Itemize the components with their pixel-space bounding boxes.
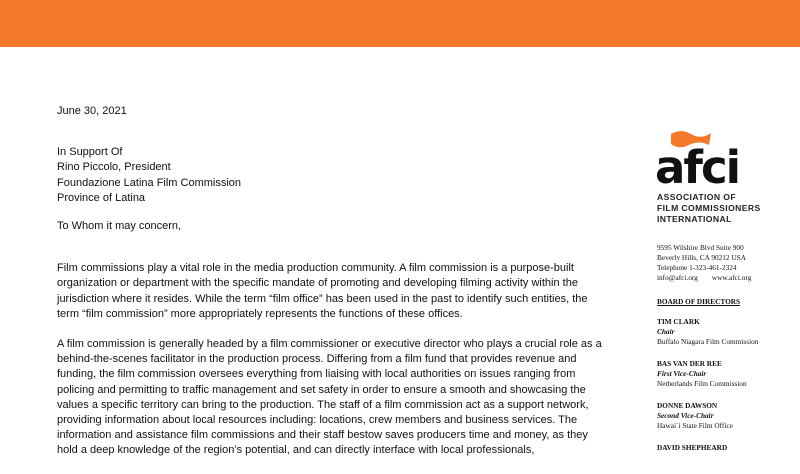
recipient-line: In Support Of	[57, 146, 123, 159]
letterhead-sidebar	[657, 243, 797, 465]
paragraph-1	[57, 261, 617, 322]
paragraph-line: providing information about local resources including: locations, crew members and business services. The	[57, 414, 578, 427]
paragraph-line: information and assistance film commissions and their staff bestow saves producers time and money, as they	[57, 429, 588, 442]
header-band	[0, 0, 800, 47]
salutation: To Whom it may concern,	[57, 220, 182, 233]
paragraph-2	[57, 337, 617, 459]
logo-name-line: ASSOCIATION OF	[657, 192, 736, 202]
recipient-line: Foundazione Latina Film Commission	[57, 176, 242, 189]
paragraph-line: funding, the film commission oversees everything from liaising with local authorities on issues ranging from	[57, 368, 576, 381]
board-member	[657, 401, 797, 431]
paragraph-line: organization or department with the specific mandate of promoting and developing filming activity within the	[57, 277, 578, 290]
paragraph-line: A film commission is generally headed by a film commissioner or executive director who plays a crucial role as a	[57, 338, 602, 351]
paragraph-line: jurisdiction where it resides. While the term “film office” has been used in the past to identify such entities, the	[57, 292, 588, 305]
member-name: DAVID SHEPHEARD	[657, 443, 728, 452]
address-line: 9595 Wilshire Blvd Suite 900	[657, 243, 744, 252]
board-member	[657, 317, 797, 347]
website-link[interactable]: www.afci.org	[711, 273, 752, 282]
address-line: Beverly Hills, CA 90212 USA	[657, 253, 746, 262]
recipient-line: Province of Latina	[57, 191, 146, 204]
recipient-block	[57, 145, 617, 206]
recipient-line: Rino Piccolo, President	[57, 161, 171, 174]
email-link[interactable]: info@afci.org	[657, 273, 698, 282]
board-member	[657, 443, 797, 453]
paragraph-line: Film commissions play a vital role in the media production community. A film commission is a purpose-built	[57, 262, 574, 275]
logo-name-line: INTERNATIONAL	[657, 214, 732, 224]
member-name: TIM CLARK	[657, 317, 700, 326]
member-role: Second Vice-Chair	[657, 411, 714, 420]
paragraph-line: behind-the-scenes facilitator in the production process. Differing from a film fund that provides revenue and	[57, 353, 577, 366]
logo-name-line: FILM COMMISSIONERS	[657, 203, 761, 213]
paragraph-line: values a specific territory can bring to the production. The staff of a film commission act as a support network,	[57, 398, 589, 411]
telephone: Telephone 1-323-461-2324	[657, 263, 737, 272]
paragraph-line: hold a deep knowledge of the region’s potential, and can directly interface with local professionals,	[57, 444, 535, 457]
member-role: First Vice-Chair	[657, 369, 707, 378]
contact-web-row	[657, 273, 797, 283]
member-org: Hawai`i State Film Office	[657, 421, 733, 430]
member-name: DONNE DAWSON	[657, 401, 718, 410]
letter-body	[57, 104, 617, 474]
logo-wordmark: afci	[655, 141, 740, 194]
logo-organization-name	[657, 192, 787, 225]
member-org: Netherlands Film Commission	[657, 379, 747, 388]
paragraph-line: policing and permitting to traffic management and set safety in order to ensure a smooth and showcasing the	[57, 383, 586, 396]
paragraph-line: term “film commission” more appropriately represents the functions of these offices.	[57, 307, 463, 320]
member-name: BAS VAN DER REE	[657, 359, 722, 368]
board-heading: BOARD OF DIRECTORS	[657, 297, 741, 306]
letter-date: June 30, 2021	[57, 105, 127, 117]
member-org: Buffalo Niagara Film Commission	[657, 337, 759, 346]
member-role: Chair	[657, 327, 675, 336]
board-member	[657, 359, 797, 389]
